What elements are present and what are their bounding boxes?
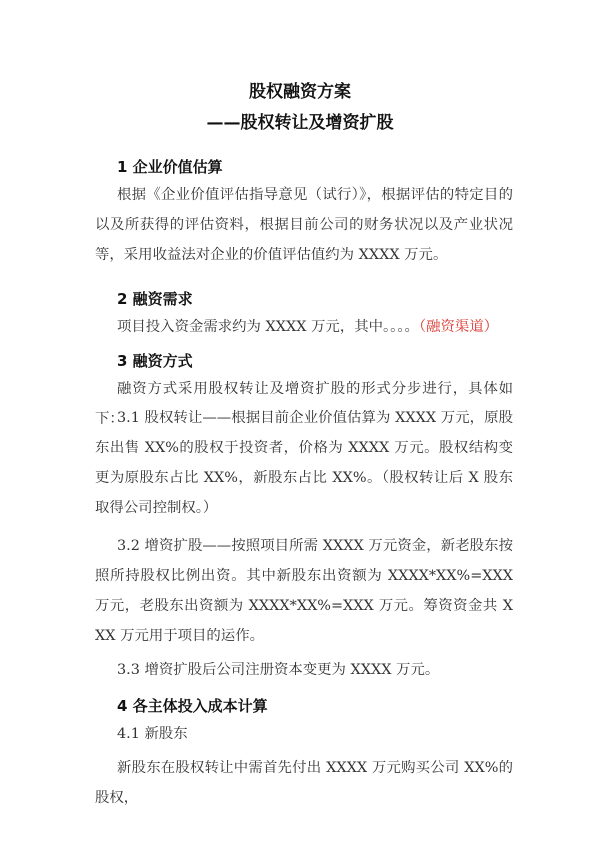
document-subtitle: ——股权转让及增资扩股 (206, 113, 394, 133)
document-title: 股权融资方案 (249, 82, 351, 102)
section-2-text: 项目投入资金需求约为 XXXX 万元，其中。。。。 (117, 319, 419, 335)
section-1-heading: 1 企业价值估算 (117, 158, 223, 176)
section-3-paragraph: 融资方式采用股权转让及增资扩股的形式分步进行，具体如下： (95, 381, 513, 427)
section-3-item-2: 3.2 增资扩股——按照项目所需 XXXX 万元资金，新老股东按照所持股权比例出资。其中新股东出资额为 XXXX*XX%=XXX 万元，老股东出资额为 XXXX*XX%=XXX 万元。筹资资金共 XXX 万元用于项目的运作。 (95, 538, 513, 644)
section-4-paragraph: 新股东在股权转让中需首先付出 XXXX 万元购买公司 XX%的股权， (95, 760, 513, 806)
section-2-paragraph (95, 312, 513, 342)
section-1-paragraph: 根据《企业价值评估指导意见（试行）》，根据评估的特定目的以及所获得的评估资料，根据目前公司的财务状况以及产业状况等，采用收益法对企业的价值评估值约为 XXXX 万元。 (95, 187, 513, 263)
section-2-heading: 2 融资需求 (117, 290, 193, 308)
funding-channel-note: （融资渠道） (418, 319, 499, 335)
section-4-heading: 4 各主体投入成本计算 (117, 697, 268, 715)
section-4-1-subheading: 4.1 新股东 (117, 726, 188, 742)
section-3-heading: 3 融资方式 (117, 352, 193, 370)
section-3-item-3: 3.3 增资扩股后公司注册资本变更为 XXXX 万元。 (117, 662, 440, 678)
section-3-item-1: 3.1 股权转让——根据目前企业价值估算为 XXXX 万元，原股东出售 XX%的股权于投资者，价格为 XXXX 万元。股权结构变更为原股东占比 XX%，新股东占比 XX%。（股权转让后 X 股东取得公司控制权。） (95, 410, 513, 516)
